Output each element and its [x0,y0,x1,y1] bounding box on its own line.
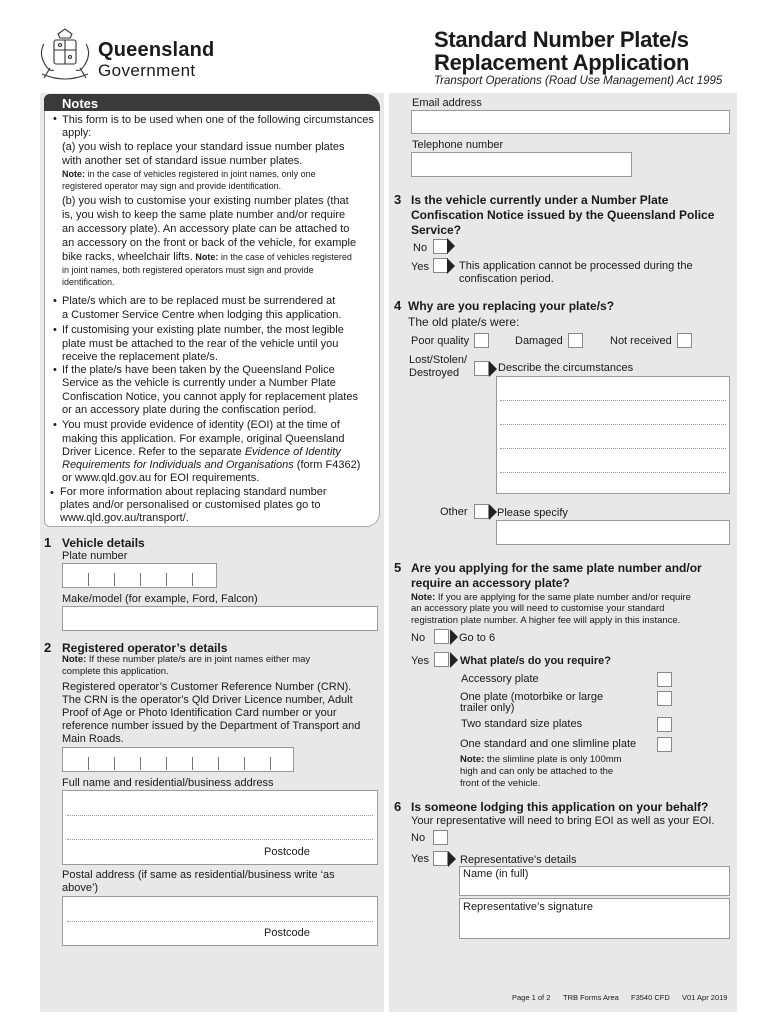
s4-sub: The old plate/s were: [408,315,520,329]
notes-line: apply: [62,127,92,139]
lost-label: Lost/Stolen/ [409,354,468,366]
other-checkbox[interactable] [474,504,489,519]
notes-bullet2: Plate/s which are to be replaced must be surrendered at [62,295,336,307]
section-4-heading: Why are you replacing your plate/s? [408,299,615,313]
arrow-icon [450,652,458,668]
plate-number-label: Plate number [62,550,128,562]
note1-text: in the case of vehicles registered in joint names, only one [85,169,316,179]
notes-b-line: an accessory on the front or back of the vehicle, for example [62,237,357,249]
damaged-checkbox[interactable] [568,333,583,348]
one-plate-label-l2: trailer only) [460,702,515,714]
s6-yes-label: Yes [411,853,429,865]
section-1-heading: Vehicle details [62,536,145,550]
notes-line: This form is to be used when one of the following circumstances [62,114,374,126]
notes-bullet5: making this application. For example, original Queensland [62,433,345,445]
notes-bullet4: If the plate/s have been taken by the Queensland Police [62,364,335,376]
s6-sub: Your representative will need to bring EOI as well as your EOI. [411,815,715,827]
two-plates-checkbox[interactable] [657,717,672,732]
notes-bullet6: For more information about replacing standard number [60,486,327,498]
section-3-heading: Is the vehicle currently under a Number Plate [411,193,669,207]
notes-bullet4: or an accessory plate during the confiscation period. [62,404,317,416]
section-3-heading-l3: Service? [411,223,462,237]
s5-note-l3: registration plate number. A higher fee will apply in this instance. [411,615,681,626]
section-5-heading: Are you applying for the same plate number and/or [411,561,702,575]
form-title-line1: Standard Number Plate/s [434,27,689,52]
note-label: Note: [460,754,485,765]
s3-yes-text: This application cannot be processed during the [459,260,693,272]
form-subtitle: Transport Operations (Road Use Management) Act 1995 [434,75,723,87]
arrow-icon [489,504,497,520]
bullet-dot: • [50,487,54,499]
s5-no-label: No [411,632,426,644]
not-received-checkbox[interactable] [677,333,692,348]
notes-bullet3: receive the replacement plate/s. [62,351,218,363]
note2-text: in the case of vehicles registered [218,252,352,262]
specify-input[interactable] [496,520,730,545]
b5-d: Evidence of Identity [244,446,341,458]
notes-bullet4: Service as the vehicle is currently under a Number Plate [62,377,336,389]
crn-text: Proof of Age or Photo Identification Card number or your [62,707,337,719]
logo-line2: Government [98,61,196,80]
notes-b-line: (b) you wish to customise your existing number plates (that [62,195,349,207]
one-plate-label: One plate (motorbike or large [460,691,604,703]
crn-text: reference number issued by the Department of Transport and [62,720,361,732]
arrow-icon [450,629,458,645]
s5-no-checkbox[interactable] [434,629,449,644]
section-3-heading-l2: Confiscation Notice issued by the Queensland Police [411,208,715,222]
notes-b-line: is, you wish to keep the same plate number and/or require [62,209,346,221]
standard-slimline-label: One standard and one slimline plate [460,738,637,750]
s2-note1: If these number plate/s are in joint names either may [86,654,311,665]
notes-bullet3: plate must be attached to the rear of the vehicle until you [62,338,339,350]
s6-no-label: No [411,832,426,844]
notes-b-line: an accessory plate). An accessory plate can be attached to [62,223,350,235]
make-model-input[interactable] [62,606,378,631]
crn-text: Registered operator’s Customer Reference Number (CRN). [62,681,352,693]
notes-bullet5-e [62,459,360,472]
standard-slimline-checkbox[interactable] [657,737,672,752]
accessory-plate-label: Accessory plate [461,673,539,685]
notes-bullet5-g: or www.qld.gov.au for EOI requirements. [62,472,260,484]
telephone-input[interactable] [411,152,632,177]
make-model-label [62,593,258,607]
section-1-number: 1 [44,535,52,550]
address-input[interactable] [62,790,378,865]
s5-note1: If you are applying for the same plate number and/or require [435,592,691,603]
qld-government-logo [36,28,216,88]
describe-input[interactable] [496,376,730,494]
notes-bullet2: a Customer Service Centre when lodging this application. [62,309,342,321]
which-plates-label: What plate/s do you require? [460,655,611,667]
postal-address-input[interactable] [62,896,378,946]
section-2-number: 2 [44,640,52,655]
not-received-label: Not received [610,335,672,347]
note-label: Note: [62,169,85,179]
address-label: Full name and residential/business address [62,777,274,789]
describe-label: Describe the circumstances [498,362,634,374]
bullet-dot: • [53,324,57,336]
postcode-label: Postcode [264,846,310,858]
postal-address-label: Postal address (if same as residential/business write ‘as [62,869,335,881]
bullet-dot: • [53,113,57,125]
s5-note2 [460,754,622,766]
plate-number-input[interactable] [62,563,217,588]
crest-icon [36,28,94,84]
b-last-text: bike racks, wheelchair lifts. [62,251,193,263]
notes-line: with another set of standard issue number plates. [62,155,303,167]
bullet-dot: • [53,295,57,307]
s3-yes-text-l2: confiscation period. [459,273,554,285]
two-plates-label: Two standard size plates [461,718,583,730]
arrow-icon [447,238,455,254]
notes-note1-line2: registered operator may sign and provide identification. [62,181,282,191]
notes-bullet5: You must provide evidence of identity (EOI) at the time of [62,419,340,431]
s5-note-l2: an accessory plate you will need to customise your standard [411,603,665,614]
postal-address-label-line2: above’) [62,882,99,894]
damaged-label: Damaged [515,335,563,347]
note-label: Note: [62,654,87,665]
notes-bullet3: If customising your existing plate number, the most legible [62,324,344,336]
notes-bullet6: www.qld.gov.au/transport/. [60,512,189,524]
b5-e: Requirements for Individuals and Organisations [62,459,294,471]
section-2-note-line2: complete this application. [62,666,169,677]
s5-yes-checkbox[interactable] [434,652,449,667]
notes-note2-line3: identification. [62,277,115,287]
notes-note2-line2: in joint names, both registered operators must sign and provide [62,265,314,275]
footer-area: TRB Forms Area [563,993,619,1002]
rep-name-label: Name (in full) [463,868,529,880]
footer-code: F3540 CFD [631,993,670,1002]
lost-checkbox[interactable] [474,361,489,376]
rep-signature-label: Representative’s signature [463,901,594,913]
goto-6-label: Go to 6 [459,632,496,644]
notes-bullet5-c [62,446,341,459]
poor-quality-checkbox[interactable] [474,333,489,348]
note-label: Note: [411,592,436,603]
section-2-heading: Registered operator’s details [62,641,228,655]
s5-note2-l2: high and can only be attached to the [460,766,614,777]
section-4-number: 4 [394,298,402,313]
notes-b-last [62,251,352,264]
make-b: for example, Ford, Falcon) [128,593,258,605]
crn-input[interactable] [62,747,294,772]
notes-bullet6: plates and/or personalised or customised plates go to [60,499,321,511]
specify-label: Please specify [497,507,568,519]
lost-label-l2: Destroyed [409,367,460,379]
make-a: Make/model ( [62,593,129,605]
s3-no-label: No [413,242,428,254]
notes-line: (a) you wish to replace your standard issue number plates [62,141,345,153]
crn-text: The CRN is the operator's Qld Driver Licence number, Adult [62,694,353,706]
s5-note2-l3: front of the vehicle. [460,778,541,789]
s3-no-checkbox[interactable] [433,239,448,254]
arrow-icon [447,258,455,274]
logo-line1: Queensland [98,39,215,61]
section-2-note [62,654,310,666]
section-5-number: 5 [394,560,402,575]
note-label: Note: [195,252,219,262]
section-6-number: 6 [394,799,402,814]
section-5-heading-l2: require an accessory plate? [411,576,570,590]
rep-details-label: Representative's details [460,854,577,866]
s3-yes-label: Yes [411,261,429,273]
footer-page: Page 1 of 2 [512,993,551,1002]
section-6-heading: Is someone lodging this application on your behalf? [411,800,709,814]
poor-quality-label: Poor quality [411,335,470,347]
crn-text: Main Roads. [62,733,124,745]
one-plate-checkbox[interactable] [657,691,672,706]
form-title-line2: Replacement Application [434,50,690,75]
email-label: Email address [412,97,482,109]
s5-yes-label: Yes [411,655,429,667]
s5-note2-1: the slimline plate is only 100mm [484,754,622,765]
s6-yes-checkbox[interactable] [433,851,448,866]
b5-c: Driver Licence. Refer to the separate [62,446,245,458]
notes-bullet4: Confiscation Notice, you cannot apply for replacement plates [62,391,358,403]
footer-version: V01 Apr 2019 [682,993,728,1002]
postcode2-label: Postcode [264,927,310,939]
bullet-dot: • [53,419,57,431]
email-input[interactable] [411,110,730,134]
accessory-plate-checkbox[interactable] [657,672,672,687]
notes-note1 [62,169,316,180]
notes-heading: Notes [62,96,99,111]
other-label: Other [440,506,468,518]
b5-f: (form F4362) [293,459,361,471]
telephone-label: Telephone number [412,139,504,151]
s6-no-checkbox[interactable] [433,830,448,845]
arrow-icon [489,361,497,377]
s3-yes-checkbox[interactable] [433,258,448,273]
section-3-number: 3 [394,192,402,207]
bullet-dot: • [53,364,57,376]
arrow-icon [448,851,456,867]
